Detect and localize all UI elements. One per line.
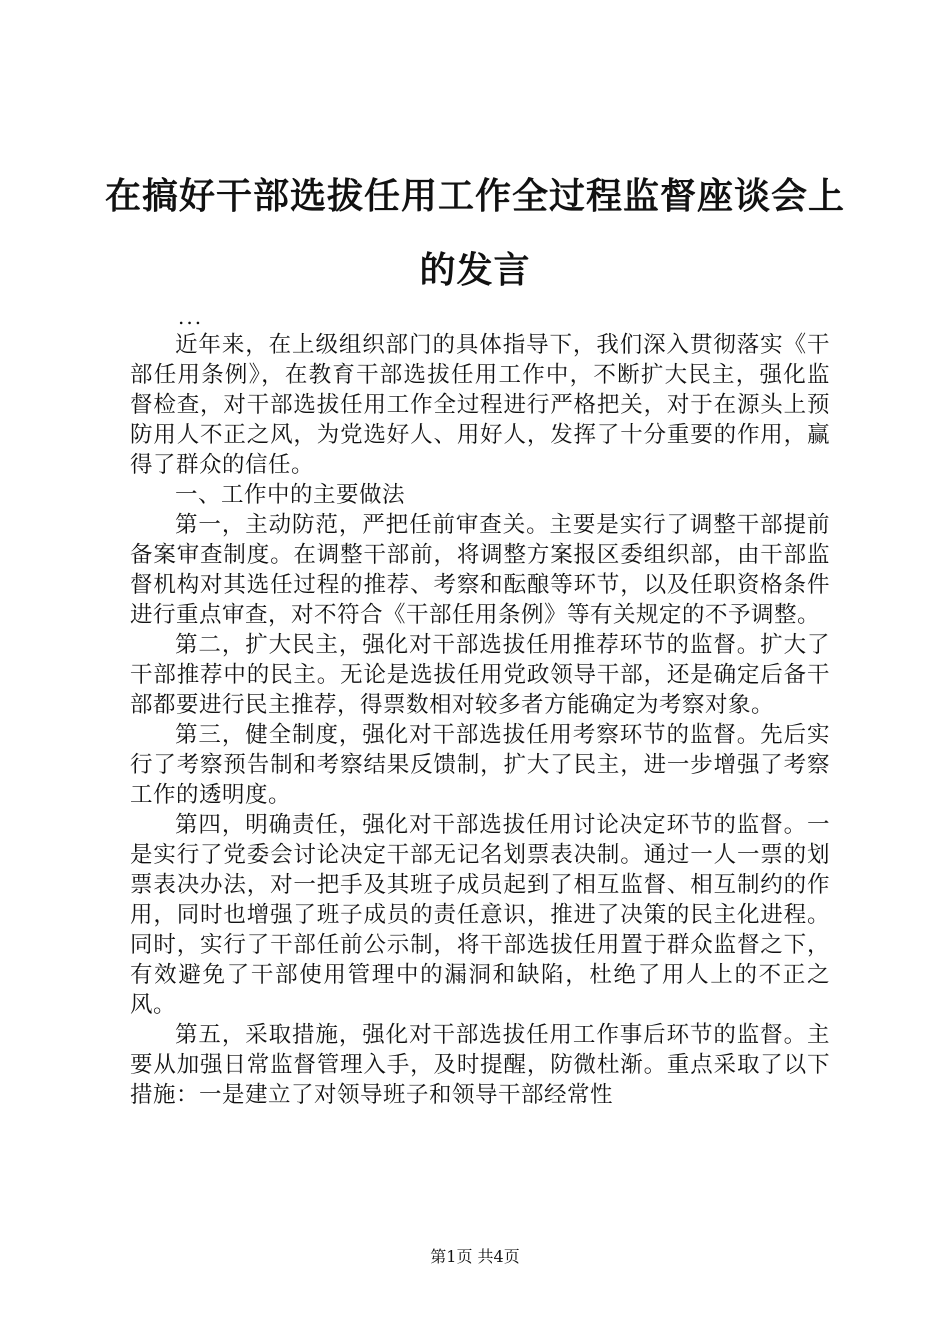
ellipsis-marker: ... [178, 305, 204, 329]
document-body [130, 305, 830, 1110]
document-title: 在搞好干部选拔任用工作全过程监督座谈会上的发言 [104, 176, 845, 291]
page-number: 第1页 共4页 [430, 1247, 520, 1266]
paragraph-fifth: 第五，采取措施，强化对干部选拔任用工作事后环节的监督。主要从加强日常监督管理入手，及时提醒，防微杜渐。重点采取了以下措施：一是建立了对领导班子和领导干部经常性 [130, 1022, 830, 1108]
paragraph-fourth: 第四，明确责任，强化对干部选拔任用讨论决定环节的监督。一是实行了党委会讨论决定干部无记名划票表决制。通过一人一票的划票表决办法，对一把手及其班子成员起到了相互监督、相互制约的作用，同时也增强了班子成员的责任意识，推进了决策的民主化进程。同时，实行了干部任前公示制，将干部选拔任用置于群众监督之下，有效避免了干部使用管理中的漏洞和缺陷，杜绝了用人上的不正之风。 [130, 812, 830, 1018]
paragraph-first: 第一，主动防范，严把任前审查关。主要是实行了调整干部提前备案审查制度。在调整干部前，将调整方案报区委组织部，由干部监督机构对其选任过程的推荐、考察和酝酿等环节，以及任职资格条件进行重点审查，对不符合《干部任用条例》等有关规定的不予调整。 [130, 512, 830, 628]
paragraph-second: 第二，扩大民主，强化对干部选拔任用推荐环节的监督。扩大了干部推荐中的民主。无论是选拔任用党政领导干部，还是确定后备干部都要进行民主推荐，得票数相对较多者方能确定为考察对象。 [130, 632, 830, 718]
section-heading: 一、工作中的主要做法 [175, 482, 406, 508]
paragraph-intro: 近年来，在上级组织部门的具体指导下，我们深入贯彻落实《干部任用条例》，在教育干部选拔任用工作中，不断扩大民主，强化监督检查，对干部选拔任用工作全过程进行严格把关，对于在源头上预防用人不正之风，为党选好人、用好人，发挥了十分重要的作用，赢得了群众的信任。 [130, 332, 830, 478]
paragraph-third: 第三，健全制度，强化对干部选拔任用考察环节的监督。先后实行了考察预告制和考察结果反馈制，扩大了民主，进一步增强了考察工作的透明度。 [130, 722, 830, 808]
